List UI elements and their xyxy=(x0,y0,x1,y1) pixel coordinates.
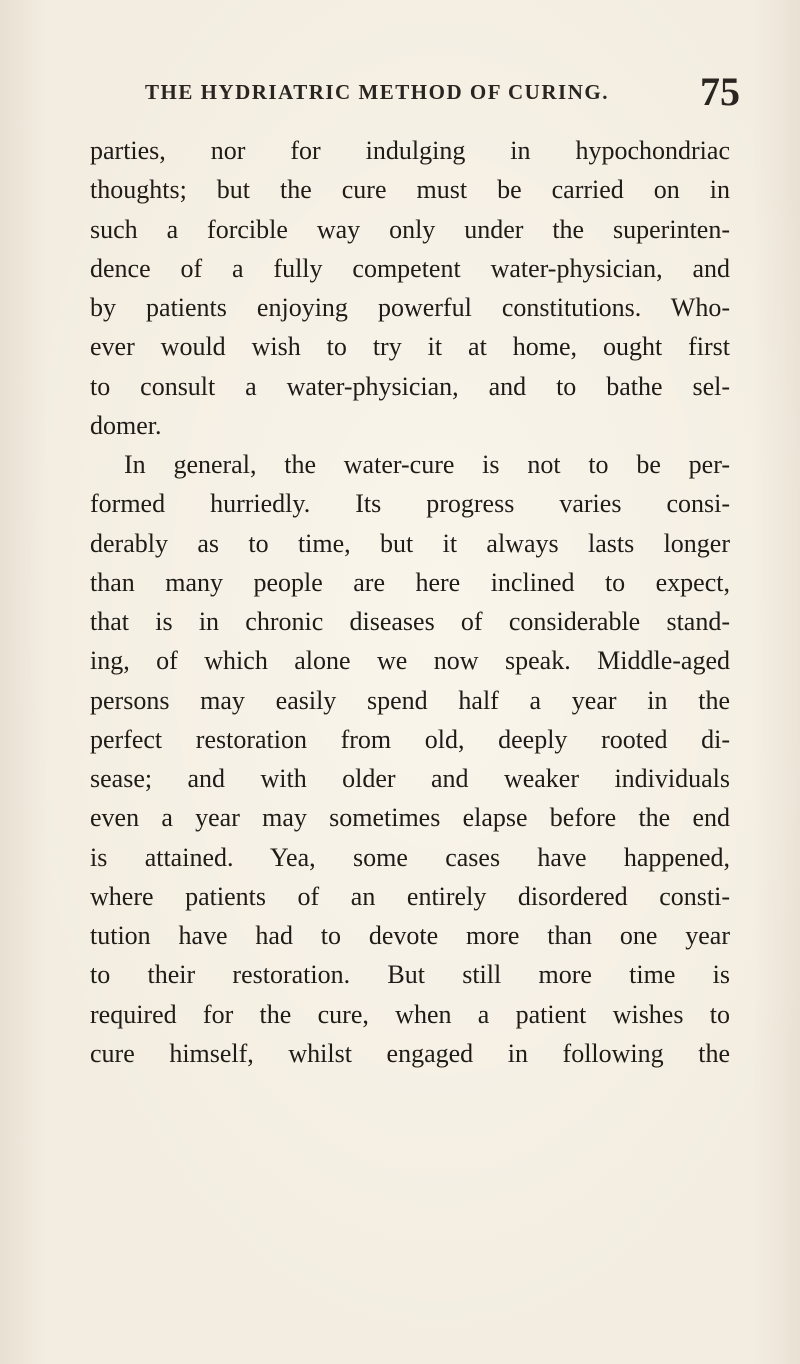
text-line: by patients enjoying powerful constitutions. Who- xyxy=(90,293,730,322)
page-number: 75 xyxy=(700,69,740,114)
text-line: persons may easily spend half a year in the xyxy=(90,685,730,715)
running-title: THE HYDRIATRIC METHOD OF CURING. xyxy=(145,80,609,104)
text-line: tution have had to devote more than one year xyxy=(90,921,730,950)
text-line: perfect restoration from old, deeply rooted di- xyxy=(90,724,730,754)
text-line: to their restoration. But still more time is xyxy=(90,960,730,990)
text-line: required for the cure, when a patient wishes to xyxy=(90,999,730,1029)
text-line: to consult a water-physician, and to bathe sel- xyxy=(90,371,730,401)
text-line: sease; and with older and weaker individuals xyxy=(90,764,730,793)
paragraph-start-line: In general, the water-cure is not to be per- xyxy=(124,450,730,479)
text-line: than many people are here inclined to expect, xyxy=(90,567,730,597)
text-line: ever would wish to try it at home, ought first xyxy=(90,332,730,362)
text-line: ing, of which alone we now speak. Middle-aged xyxy=(90,646,730,676)
text-line: cure himself, whilst engaged in following the xyxy=(90,1038,730,1068)
text-line: parties, nor for indulging in hypochondriac xyxy=(90,136,730,165)
text-line: that is in chronic diseases of considerable stand- xyxy=(90,607,730,636)
text-line: even a year may sometimes elapse before the end xyxy=(90,803,730,833)
text-line: thoughts; but the cure must be carried on in xyxy=(90,175,730,205)
text-line: dence of a fully competent water-physician, and xyxy=(90,253,730,283)
text-line: such a forcible way only under the superinten- xyxy=(90,214,730,244)
text-line: where patients of an entirely disordered consti- xyxy=(90,881,730,911)
text-line: formed hurriedly. Its progress varies consi- xyxy=(90,489,730,519)
text-line: is attained. Yea, some cases have happened, xyxy=(90,842,730,872)
running-head xyxy=(145,68,745,112)
text-line: domer. xyxy=(90,410,162,440)
body-text xyxy=(90,131,730,1073)
text-line: derably as to time, but it always lasts longer xyxy=(90,528,730,558)
